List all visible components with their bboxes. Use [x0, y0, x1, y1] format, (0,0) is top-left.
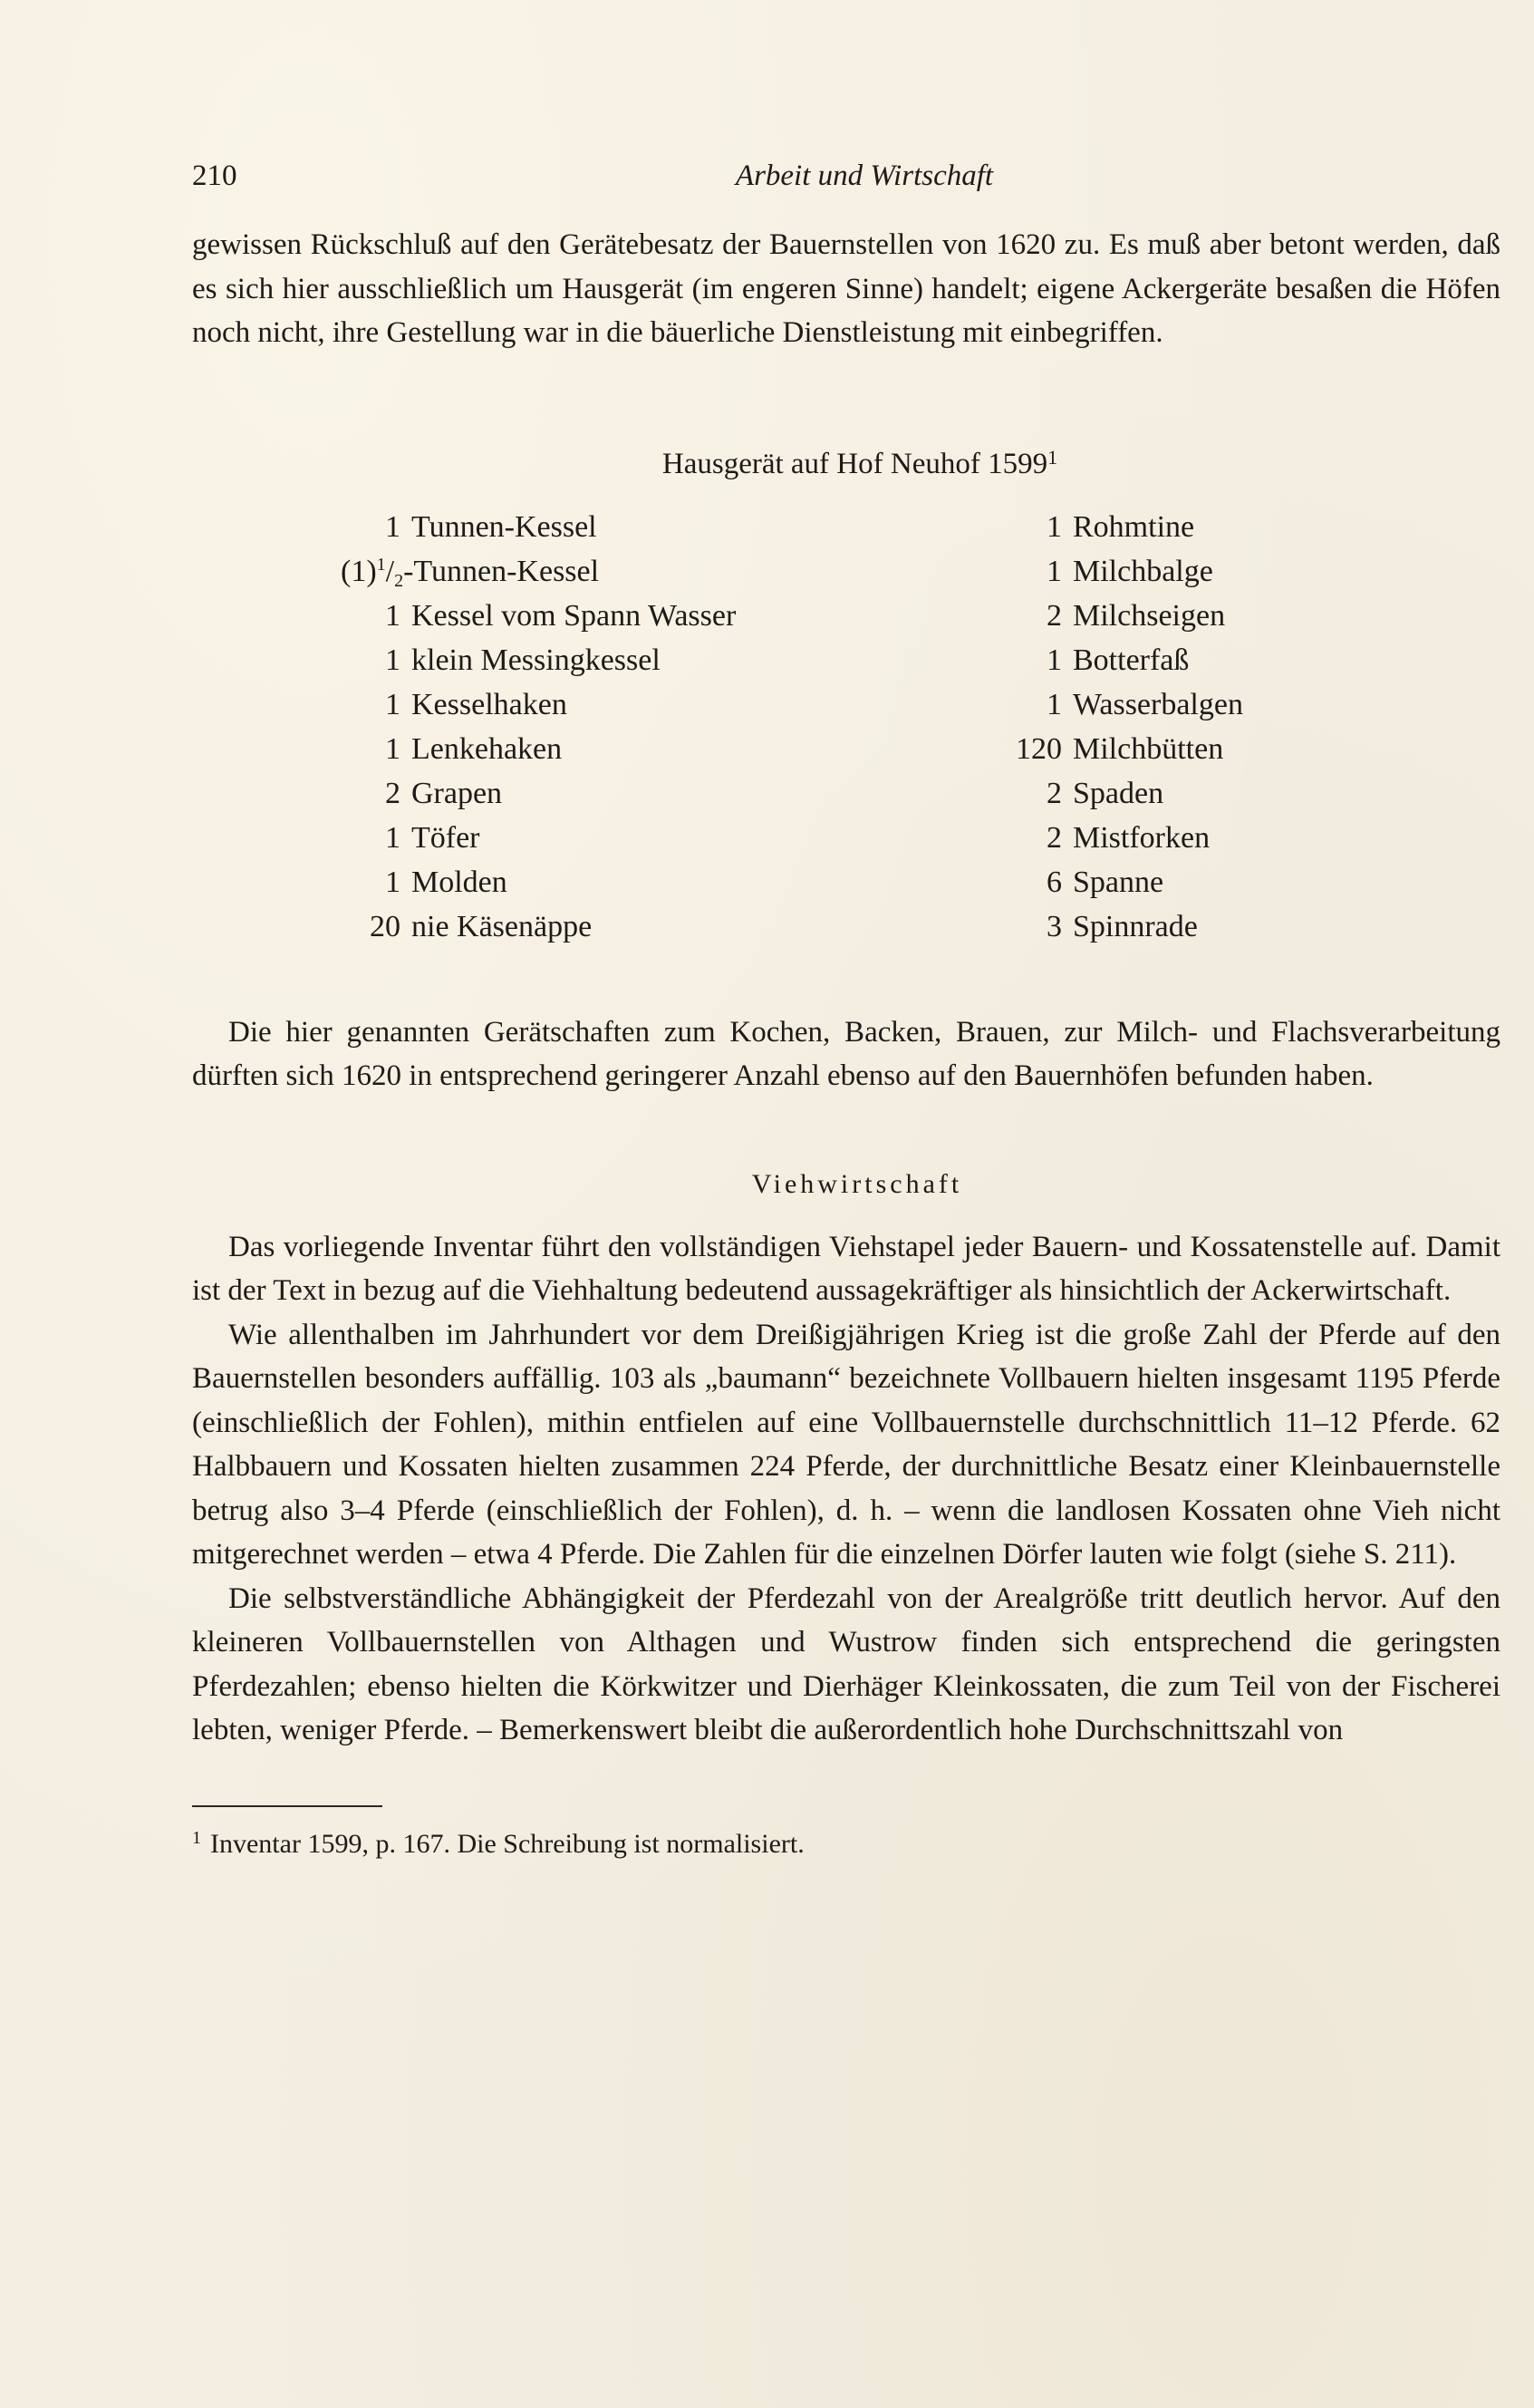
inventory-item: [979, 549, 1243, 594]
item-name: -Tunnen-Kessel: [403, 554, 600, 588]
item-name: Spinnrade: [1073, 909, 1198, 943]
intro-paragraph: gewissen Rückschluß auf den Gerätebesatz der Bauernstellen von 1620 zu. Es muß aber betont werden, daß es sich hier ausschließlich um Hausgerät (im engeren Sinne) handelt; eigene Ackergeräte besaßen die Höfen noch nicht, ihre Gestellung war in die bäuerliche Dienstleistung mit einbegriffen.: [192, 228, 1500, 349]
inventory-item: [353, 771, 736, 816]
item-name: Kessel vom Spann Wasser: [411, 598, 737, 633]
item-quantity: $(1)^1/_2$: [341, 554, 404, 591]
inventory-item: [353, 860, 736, 904]
inventory-item: [979, 816, 1243, 860]
quantity-prefix: (1): [341, 554, 377, 588]
item-quantity: 1: [1047, 554, 1062, 588]
item-name: Töfer: [411, 820, 480, 855]
item-name: Kesselhaken: [411, 687, 567, 721]
footnote: [192, 1829, 1500, 1860]
item-name: Milchbütten: [1073, 731, 1224, 766]
item-quantity: 1: [1047, 509, 1062, 544]
inventory-item: [979, 505, 1243, 549]
footnote-reference: 1: [1047, 445, 1058, 469]
item-quantity: 1: [385, 731, 400, 766]
item-quantity: 2: [1047, 820, 1062, 855]
item-name: Grapen: [411, 776, 503, 810]
body-paragraph: Wie allenthalben im Jahrhundert vor dem Dreißigjährigen Krieg ist die große Zahl der Pferde auf den Bauernstellen besonders auffällig. 103 als „baumann“ bezeichnete Vollbauern hielten insgesamt 1195 Pferde (einschließlich der Fohlen), mithin entfielen auf eine Vollbauernstelle durchschnittlich 11–12 Pferde. 62 Halbbauern und Kossaten hielten zusammen 224 Pferde, der durchnittliche Besatz einer Kleinbauernstelle betrug also 3–4 Pferde (einschließlich der Fohlen), d. h. – wenn die landlosen Kossaten ohne Vieh nicht mitgerechnet werden – etwa 4 Pferde. Die Zahlen für die einzelnen Dörfer lauten wie folgt (siehe S. 211).: [192, 1318, 1500, 1571]
item-name: Spanne: [1073, 865, 1164, 899]
inventory-item: [353, 638, 736, 682]
item-name: Molden: [411, 865, 507, 899]
item-name: Mistforken: [1073, 820, 1211, 855]
inventory-title: [192, 445, 1500, 481]
fraction-denominator: 2: [394, 570, 404, 591]
page-number: 210: [192, 160, 237, 192]
inventory-title-text: Hausgerät auf Hof Neuhof 1599: [661, 447, 1048, 480]
item-name: Milchbalge: [1073, 554, 1213, 588]
item-quantity: 1: [385, 865, 400, 899]
inventory-item: [979, 682, 1243, 727]
item-name: Wasserbalgen: [1073, 687, 1243, 721]
item-quantity: 6: [1047, 865, 1062, 899]
item-name: Lenkehaken: [411, 731, 563, 766]
footnote-marker: 1: [192, 1827, 201, 1848]
item-quantity: 2: [385, 776, 400, 810]
fraction-numerator: 1: [376, 554, 386, 575]
inventory-column-left: [341, 505, 737, 949]
item-name: Milchseigen: [1073, 598, 1226, 633]
item-quantity: 1: [1047, 643, 1062, 677]
item-quantity: 2: [1047, 598, 1062, 633]
inventory-item: [979, 638, 1243, 682]
item-name: Spaden: [1073, 776, 1164, 810]
inventory-item: [979, 904, 1243, 949]
item-quantity: 20: [370, 909, 400, 943]
footnote-text: Inventar 1599, p. 167. Die Schreibung ist normalisiert.: [210, 1828, 805, 1859]
body-paragraph: Das vorliegende Inventar führt den vollständigen Viehstapel jeder Bauern- und Kossatenstelle auf. Damit ist der Text in bezug auf die Viehhaltung bedeutend aussagekräftiger als hinsichtlich der Ackerwirtschaft.: [192, 1230, 1500, 1307]
inventory-item: [353, 594, 736, 638]
inventory-item: [341, 549, 736, 594]
item-quantity: 1: [385, 509, 400, 544]
inventory-item: [979, 727, 1243, 771]
footnote-divider: [192, 1805, 382, 1807]
inventory-item: [353, 904, 736, 949]
running-title: Arbeit und Wirtschaft: [735, 160, 994, 192]
item-name: Rohmtine: [1073, 509, 1195, 544]
inventory-item: [979, 594, 1243, 638]
item-quantity: 1: [385, 820, 400, 855]
after-table-paragraph: Die hier genannten Gerätschaften zum Kochen, Backen, Brauen, zur Milch- und Flachsverarbeitung dürften sich 1620 in entsprechend geringerer Anzahl ebenso auf den Bauernhöfen befunden haben.: [192, 1015, 1500, 1092]
inventory-item: [979, 860, 1243, 904]
item-quantity: 2: [1047, 776, 1062, 810]
inventory-column-right: [979, 505, 1243, 949]
inventory-item: [979, 771, 1243, 816]
inventory-item: [353, 505, 736, 549]
item-quantity: 1: [1047, 687, 1062, 721]
item-quantity: 3: [1047, 909, 1062, 943]
item-quantity: 1: [385, 687, 400, 721]
item-name: klein Messingkessel: [411, 643, 661, 677]
section-heading: Viehwirtschaft: [751, 1168, 963, 1199]
item-name: nie Käsenäppe: [411, 909, 593, 943]
book-page: [192, 154, 1500, 1860]
inventory-list: [192, 505, 1500, 949]
item-name: Tunnen-Kessel: [411, 509, 597, 544]
inventory-item: [353, 682, 736, 727]
inventory-item: [353, 816, 736, 860]
inventory-item: [353, 727, 736, 771]
body-paragraph: Die selbstverständliche Abhängigkeit der Pferdezahl von der Arealgröße tritt deutlich hervor. Auf den kleineren Vollbauernstellen von Althagen und Wustrow finden sich entsprechend die geringsten Pferdezahlen; ebenso hielten die Körkwitzer und Dierhäger Kleinkossaten, die zum Teil von der Fischerei lebten, weniger Pferde. – Bemerkenswert bleibt die außerordentlich hohe Durchschnittszahl von: [192, 1581, 1500, 1746]
item-quantity: 1: [385, 643, 400, 677]
item-quantity: 120: [1016, 731, 1062, 766]
item-quantity: 1: [385, 598, 400, 633]
item-name: Botterfaß: [1073, 643, 1190, 677]
running-head: [192, 154, 1500, 208]
